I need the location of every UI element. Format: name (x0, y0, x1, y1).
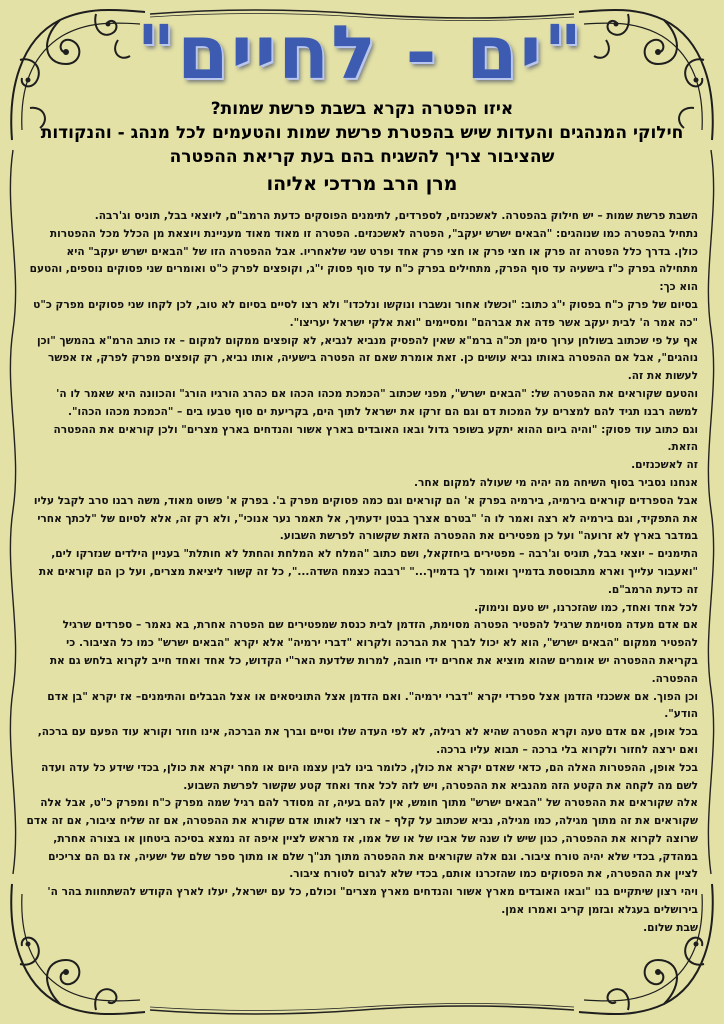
paragraph: אלה שקוראים את ההפטרה של "הבאים ישרש" מתוך חומש, אין להם בעיה, זה מסודר להם רגיל שמה מפרק כ"ח ומפרק כ"ט, אבל אלה שקוראים את זה מתוך מגילה, כמו מגילה, נביא שכתוב על קלף – אז רצוי לאותו אדם שקורא את ההפטרה, אם זה שליח ציבור, אם זה אדם שרוצה לקרוא את ההפטרה, כגון שיש לו שנה של אביו של או של אמו, אז מראש לציין איפה זה נמצא בסיכה ביטחון או בצורה אחרת, במהדק, בכדי שלא יהיה טורח ציבור. וגם אלה שקוראים את ההפטרה מתוך תנ"ך שלם או מתוך ספר שלם של ישעיה, אז גם הם צריכים לציין את ההפטרה, את הפסוקים כמו שהזכרנו אותם, בכדי שלא לגרום לטורח ציבור. (26, 797, 698, 881)
paragraph: אנחנו נסביר בסוף השיחה מה יהיה מי שעולה למקום אחר. (413, 476, 698, 489)
paragraph: זה לאשכנזים. (631, 459, 698, 472)
paragraph: וכן הפוך. אם אשכנזי הזדמן אצל ספרדי יקרא "דברי ירמיה". ואם הזדמן אצל התוניסאים או אצל הבבלים והתימנים– אז יקרא "בן אדם הודע". (47, 690, 698, 721)
author-name: מרן הרב מרדכי אליהו (266, 173, 458, 195)
paragraph: בכל אופן, ההפטרות האלה הם, כדאי שאדם יקרא את כולן, כלומר בינו לבין עצמו היום או מחר יקרא את כולן, בכדי שידע כל עדה ועדה לשם מה לקחה את הקטע הזה מהנביא את ההפטרה, ויש לזה לכל אחד ואחד קטע שקשור לפרשת השבוע. (41, 761, 698, 792)
paragraph: שבת שלום. (643, 921, 698, 934)
paragraph: נתחיל בהפטרה כמו שנוהגים: "הבאים ישרש יעקב", הפטרה לאשכנזים. הפטרה זו מאוד מאוד מעניינת ויוצאת מן הכלל מכל ההפטרות כולן. בדרך כלל הפטרה זה פרק או חצי פרק או חצי פרק אחד ופרט שני שלאחריו. אבל ההפטרה הזו של "הבאים ישרש יעקב" היא מתחילה בפרק כ"ז בישעיה עד סוף הפרק, מתחילים בפרק כ"ח עד סוף פסוק י"ג, וקופצים לפרק כ"ט ואומרים שני פסוקים נוספים, והטעם הוא כך: (29, 227, 698, 294)
left-ornament (4, 150, 22, 874)
banner-title: "ים - לחיים" (136, 10, 584, 96)
paragraph: בסיום של פרק כ"ח בפסוק י"ג כתוב: "וכשלו אחור ונשברו ונוקשו ונלכדו" ולא רצו לסיים בסיום לא טוב, לכן לקחו שני פסוקים מפרק כ"ט "כה אמר ה' לבית יעקב אשר פדה את אברהם" ומסיימים "ואת אלקי ישראל יעריצו". (33, 298, 698, 329)
paragraph: ויהי רצון שיתקיים בנו "ובאו האובדים מארץ אשור והנדחים מארץ מצרים" וכולם, כל עם ישראל, יעלו לארץ הקודש להשתחוות בהר ה' בירושלים בעגלא ובזמן קריב ואמרו אמן. (47, 886, 698, 917)
paragraph: התימנים – יוצאי בבל, תוניס וג'רבה – מפטירים ביחזקאל, ושם כתוב "המלח לא המלחת והחתל לא חותלת" בעניין הילדים שנזרקו לים, "ואעבור עלייך וארא מתבוססת בדמייך ואומר לך בדמייך..." "רבבה כצמח השדה...", כל זה קשור ליציאת מצרים, ועל כן הם קוראים את זה כדעת הרמב"ם. (38, 548, 698, 596)
headings (40, 98, 684, 197)
paragraph: לכל אחד ואחד, כמו שהזכרנו, יש טעם ונימוק. (474, 601, 698, 614)
subtitle-line-2: שהציבור צריך להשגיח בהם בעת קריאת ההפטרה (169, 147, 555, 167)
paragraph: והטעם שקוראים את ההפטרה של: "הבאים ישרש", מפני שכתוב "הכמכת מכהו הכהו אם כהרג הורגיו הורג" והכוונה היא שאמר לו ה' למשה רבנו תגיד להם למצרים על המכות דם וגם הם זרקו את ישראל לתוך הים, בקריעת ים סוף טבעו בים – "הכמכת מכהו הכהו". (56, 387, 698, 418)
paragraph: אם אדם מעדה מסוימת שרגיל להפטיר הפטרה מסוימת, הזדמן לבית כנסת שמפטירים שם הפטרה אחרת, בא נאמר – ספרדים שרגיל להפטיר ממקום "הבאים ישרש", הוא לא יכול לברך את הברכה ולקרוא "דברי ירמיה" אלא יקרא "הבאים ישרש" כמו כל הציבור. כי בקריאת ההפטרה יש אומרים שהוא מוציא את אחרים ידי חובה, למרות שלדעת האר"י הקדוש, כל אחד ואחד חייב לקרוא בלחש גם את ההפטרה. (49, 619, 698, 685)
paragraph: אבל הספרדים קוראים בירמיה, בירמיה בפרק א' הם קוראים וגם כמה פסוקים מפרק ב'. בפרק א' פשוט מאוד, משה רבנו סרב לקבל עליו את התפקיד, וגם בירמיה לא רצה ואמר לו ה' "בטרם אצרך בבטן ידעתיך, אל תאמר נער אנוכי", ולא רק זה, אלא לסיום של "לכתך אחרי במדבר בארץ לא זרועה" ועל כן מפטירים את ההפטרה הזאת שקשורה לפרשת השבוע. (33, 494, 698, 543)
paragraph: בכל אופן, אם אדם טעה וקרא הפטרה שהיא לא רגילה, לא לפי העדה שלו וסיים וברך את הברכה, אינו חוזר וקורא עוד הפעם עם ברכה, ואם ירצה לחזור ולקרוא בלי ברכה – תבוא עליו ברכה. (37, 726, 698, 756)
paragraph: אף על פי שכתוב בשולחן ערוך סימן תכ"ה ברמ"א שאין להפסיק מנביא לנביא, לא קופצים ממקום למקום – אז כותב הרמ"א בהמשך "וכן נוהגים", אבל אם ההפטרה באותו נביא עושים כן. זאת אומרת שאם זה הפטרה בישעיה, אותו נביא, רק קופצים מפרק לפרק, אז אפשר לעשות את זה. (37, 334, 698, 383)
subtitle-line-1: חילוקי המנהגים והעדות שיש בהפטרת פרשת שמות והטעמים לכל מנהג - והנקודות (40, 123, 684, 143)
paragraph: וגם כתוב עוד פסוק: "והיה ביום ההוא יתקע בשופר גדול ובאו האובדים בארץ אשור והנדחים בארץ מצרים" ולכן קוראים את ההפטרה הזאת. (53, 423, 698, 454)
paragraph: השבת פרשת שמות – יש חילוק בהפטרה. לאשכנזים, לספרדים, לתימנים הפוסקים כדעת הרמב"ם, ליוצאי בבל, תוניס וג'רבה. (94, 210, 698, 222)
question-heading: איזו הפטרה נקרא בשבת פרשת שמות? (210, 99, 514, 119)
bottom-ornament (150, 1002, 574, 1018)
right-ornament (702, 150, 720, 874)
article-body (26, 208, 698, 978)
